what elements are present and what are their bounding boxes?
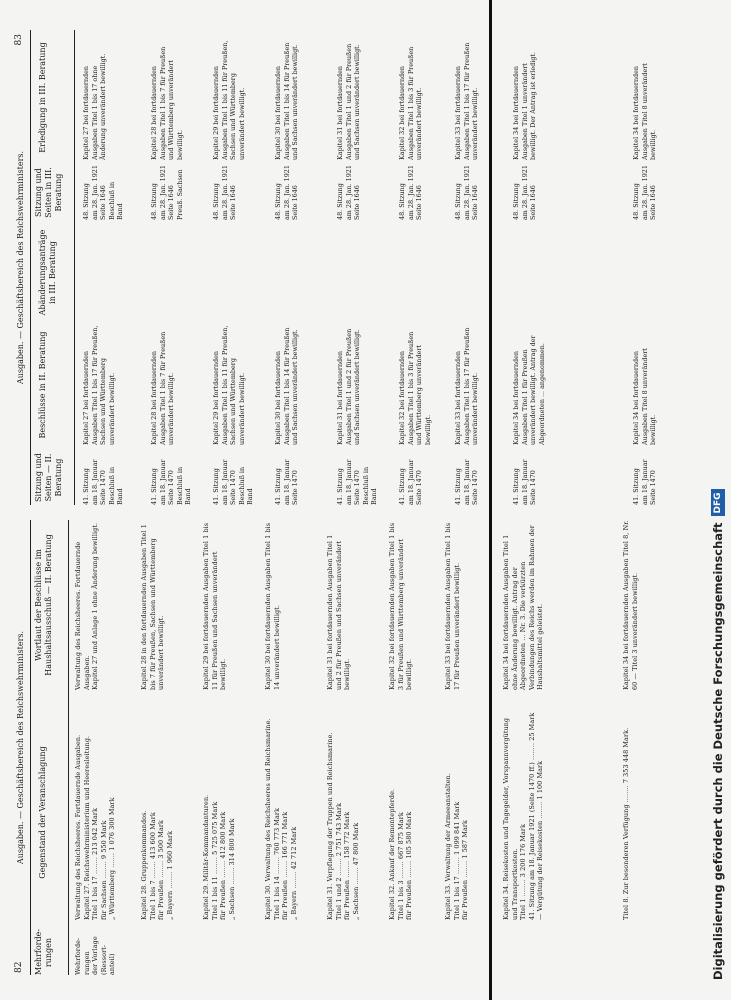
decision-cell: Kapitel 29 bei fortdauernden Ausgaben Titel 1 bis 11 für Preußen, Sachsen und Württemberg unverändert bewilligt.: [212, 325, 246, 445]
sitting-cell: 41. Sitzung am 18. Januar Seite 1470: [454, 459, 480, 505]
result-cell: Kapitel 32 bei fortdauernden Ausgaben Titel 1 bis 3 für Preußen unverändert bewilligt.: [398, 46, 424, 160]
dfg-watermark-text: Digitalisierung gefördert durch die Deutsche Forschungsgemeinschaft: [711, 522, 725, 980]
result-cell: Kapitel 28 bei fortdauernden Ausgaben Titel 1 bis 7 für Preußen und Württemberg unverändert bewilligt.: [150, 46, 184, 160]
resolution-cell: Kapitel 33 bei fortdauernden Ausgaben Titel 1 bis 17 für Preußen unverändert bewilligt.: [444, 522, 461, 690]
subject-cell: Kapitel 30. Verwaltung des Reichsheeres und Reichsmarine. Titel 1 bis 14 ........ 760 773 Mark für Preußen ........ 166 771 Mark „ Bayern ........ 42 712 Mark: [264, 718, 298, 920]
sitting-iii-cell: 48. Sitzung am 28. Jan. 1921 Seite 1646: [274, 165, 300, 220]
rule: [74, 30, 75, 505]
resolution-cell: Kapitel 29 bei fortdauernden Ausgaben Titel 1 bis 11 für Preußen und Sachsen unverändert bewilligt.: [202, 522, 228, 690]
right-page: [12, 30, 702, 505]
sitting-iii-cell: 48. Sitzung am 28. Jan. 1921 Seite 1646: [336, 165, 362, 220]
subject-cell: Kapitel 29. Militär-Kommandanturen. Titel 1 bis 11 ........ 5 725 075 Mark für Preußen ........ 412 800 Mark „ Sachsen ........ 314 800 Mark: [202, 794, 236, 920]
rule: [30, 30, 31, 505]
result-cell: Kapitel 29 bei fortdauernden Ausgaben Titel 1 bis 11 für Preußen, Sachsen und Württemberg unverändert bewilligt.: [212, 40, 246, 160]
running-head-right: Ausgaben. — Geschäftsbereich des Reichswehrministers.: [16, 150, 25, 385]
sitting-cell: 41. Sitzung am 18. Januar Seite 1470 Beschluß in Band: [82, 459, 125, 505]
decision-cell: Kapitel 28 bei fortdauernden Ausgaben Titel 1 bis 7 für Preußen unverändert bewilligt.: [150, 331, 176, 445]
result-cell: Kapitel 34 bei fortdauernden Ausgaben Titel 1 unverändert bewilligt. Der Antrag ist erledigt.: [512, 52, 538, 160]
sitting-iii-cell: 48. Sitzung am 28. Jan. 1921 Seite 1646 Preuß. Sachsen: [150, 165, 184, 220]
demand-cell: Wehrforde- rungen der Vorlage (Ressort- anteil): [74, 936, 117, 975]
rule: [30, 520, 31, 975]
sitting-cell: 41. Sitzung am 18. Januar Seite 1470 Beschluß in Band: [336, 459, 379, 505]
col-header-sitting-iii: Sitzung und Seiten in III. Beratung: [34, 167, 63, 218]
sitting-cell: 41. Sitzung am 18. Januar Seite 1470: [274, 459, 300, 505]
sitting-iii-cell: 48. Sitzung am 28. Jan. 1921 Seite 1646 Beschluß in Band: [82, 165, 125, 220]
subject-cell: Kapitel 31. Verpflegung der Truppen und Reichsmarine. Titel 1 und 2 ........ 2 751 743 Mark für Preußen ........ 158 772 Mark „ Sachsen ........ 47 800 Mark: [326, 732, 360, 920]
rule: [68, 520, 69, 975]
dfg-watermark: [705, 10, 727, 990]
result-cell: Kapitel 27 bei fortdauernden Ausgaben Titel 1 bis 17 ohne Änderung unverändert bewilligt.: [82, 53, 108, 160]
col-header-subject: Gegenstand der Veranschlagung: [38, 746, 47, 879]
sitting-iii-cell: 48. Sitzung am 28. Jan. 1921 Seite 1646: [454, 165, 480, 220]
sitting-iii-cell: 48. Sitzung am 28. Jan. 1921 Seite 1646: [398, 165, 424, 220]
page-number-left: 82: [14, 961, 24, 973]
resolution-cell: Kapitel 32 bei fortdauernden Ausgaben Titel 1 bis 3 für Preußen und Württemberg unverändert bewilligt.: [388, 522, 414, 690]
sitting-cell: 41. Sitzung am 18. Januar Seite 1470 Beschluß in Band: [212, 459, 255, 505]
decision-cell: Kapitel 27 bei fortdauernden Ausgaben Titel 1 bis 17 für Preußen, Sachsen und Württemberg unverändert bewilligt.: [82, 325, 116, 445]
col-header-sitting: Sitzung und Seiten — II. Beratung: [34, 453, 63, 502]
left-page: [12, 520, 702, 975]
col-header-resolution: Wortlaut der Beschlüsse im Haushaltsausschuß — II. Beratung: [34, 534, 53, 676]
sitting-cell: 41. Sitzung am 18. Januar Seite 1470: [512, 459, 538, 505]
resolution-cell: Kapitel 28 in den fortdauernden Ausgaben Titel 1 bis 7 für Preußen, Sachsen und Württemberg unverändert bewilligt.: [140, 524, 166, 690]
sitting-iii-cell: 48. Sitzung am 28. Jan. 1921 Seite 1646: [212, 165, 238, 220]
sitting-cell: 41. Sitzung am 18. Januar Seite 1470: [632, 459, 658, 505]
sitting-iii-cell: 48. Sitzung am 28. Jan. 1921 Seite 1646: [632, 165, 658, 220]
running-head-left: Ausgaben. — Geschäftsbereich des Reichswehrministers.: [16, 630, 25, 865]
resolution-cell: Kapitel 34 bei fortdauernden Ausgaben Titel 8, Nr. 60 — Titel 3 unverändert bewilligt.: [622, 520, 639, 690]
subject-cell: Titel 8. Zur besonderen Verfügung ........ 7 353 448 Mark.: [622, 727, 630, 920]
result-cell: Kapitel 34 bei fortdauernden Ausgaben Titel 8 unverändert bewilligt.: [632, 63, 658, 160]
resolution-cell: Kapitel 34 bei fortdauernden Ausgaben Titel 1 ohne Änderung bewilligt. Antrag der Abgeordneten ... Nr. 3. Die verkürzten Verbindungen des Reichs werden im Rahmen der Haushaltsmittel geleistet.: [502, 525, 545, 690]
result-cell: Kapitel 30 bei fortdauernden Ausgaben Titel 1 bis 14 für Preußen und Sachsen unverändert bewilligt.: [274, 42, 300, 160]
col-header-decision: Beschlüsse in II. Beratung: [38, 331, 47, 439]
resolution-cell: Kapitel 31 bei fortdauernden Ausgaben Titel 1 und 2 für Preußen und Sachsen unverändert bewilligt.: [326, 534, 352, 690]
decision-cell: Kapitel 33 bei fortdauernden Ausgaben Titel 1 bis 17 für Preußen unverändert bewilligt.: [454, 327, 480, 445]
subject-cell: Kapitel 33. Verwaltung der Armeeanstalten. Titel 1 bis 17 ........ 1 099 841 Mark für Preußen ........ 1 587 Mark: [444, 772, 470, 920]
subject-cell: Kapitel 32. Ankauf der Remontepferde. Titel 1 bis 3 ........ 667 875 Mark für Preußen ........ 105 580 Mark: [388, 788, 414, 920]
page-number-right: 83: [14, 34, 24, 46]
resolution-cell: Kapitel 30 bei fortdauernden Ausgaben Titel 1 bis 14 unverändert bewilligt.: [264, 522, 281, 690]
col-header-demands: Mehrforde- rungen: [34, 928, 53, 975]
sitting-cell: 41. Sitzung am 18. Januar Seite 1470 Beschluß in Band: [150, 459, 193, 505]
result-cell: Kapitel 33 bei fortdauernden Ausgaben Titel 1 bis 17 für Preußen unverändert bewilligt.: [454, 42, 480, 160]
result-cell: Kapitel 31 bei fortdauernden Ausgaben Titel 1 und 2 für Preußen und Sachsen unverändert bewilligt.: [336, 43, 362, 160]
subject-cell: Verwaltung des Reichsheeres. Fortdauernde Ausgaben. Kapitel 27. Reichswehrministerium und Heeresleitung. Titel 1 bis 17 ........ 213 042 Mark für Sachsen ........ 9 550 Mark „ Württemberg ....... 1 076 300 Mark: [74, 734, 117, 920]
resolution-cell: Verwaltung des Reichsheeres. Fortdauernde Ausgaben. Kapitel 27 und Anlage 1 ohne Änderung bewilligt.: [74, 522, 100, 690]
dfg-logo-icon: DFG: [711, 489, 725, 516]
decision-cell: Kapitel 34 bei fortdauernden Ausgaben Titel 1 für Preußen unverändert bewilligt. Antrag der Abgeordneten ... angenommen.: [512, 335, 546, 445]
sitting-cell: 41. Sitzung am 18. Januar Seite 1470: [398, 459, 424, 505]
decision-cell: Kapitel 30 bei fortdauernden Ausgaben Titel 1 bis 14 für Preußen und Sachsen unverändert bewilligt.: [274, 327, 300, 445]
col-header-result: Erledigung in III. Beratung: [38, 42, 47, 153]
subject-cell: Kapitel 34. Reisekosten und Tagegelder, Vorspannvergütung und Transportkosten. Titel 1 ........ 3 200 176 Mark 41. Sitzung am 18. Januar 1921 (Seite 1470 ff.) ........ 25 Mark — Vergütung der Reisekosten ........ 1 100 Mark: [502, 712, 545, 920]
rotated-spread: [12, 25, 702, 975]
col-header-amendment: Abänderungsanträge in III. Beratung: [38, 229, 57, 316]
decision-cell: Kapitel 31 bei fortdauernden Ausgaben Titel 1 und 2 für Preußen und Sachsen unverändert bewilligt.: [336, 328, 362, 445]
subject-cell: Kapitel 28. Gruppenkommandos. Titel 1 bis 7 ........ 413 600 Mark für Preußen ........ 3 500 Mark „ Bayern ........ 1 960 Mark: [140, 810, 174, 920]
decision-cell: Kapitel 32 bei fortdauernden Ausgaben Titel 1 bis 3 für Preußen und Württemberg unverändert bewilligt.: [398, 331, 432, 445]
decision-cell: Kapitel 34 bei fortdauernden Ausgaben Titel 8 unverändert bewilligt.: [632, 348, 658, 445]
sitting-iii-cell: 48. Sitzung am 28. Jan. 1921 Seite 1646: [512, 165, 538, 220]
